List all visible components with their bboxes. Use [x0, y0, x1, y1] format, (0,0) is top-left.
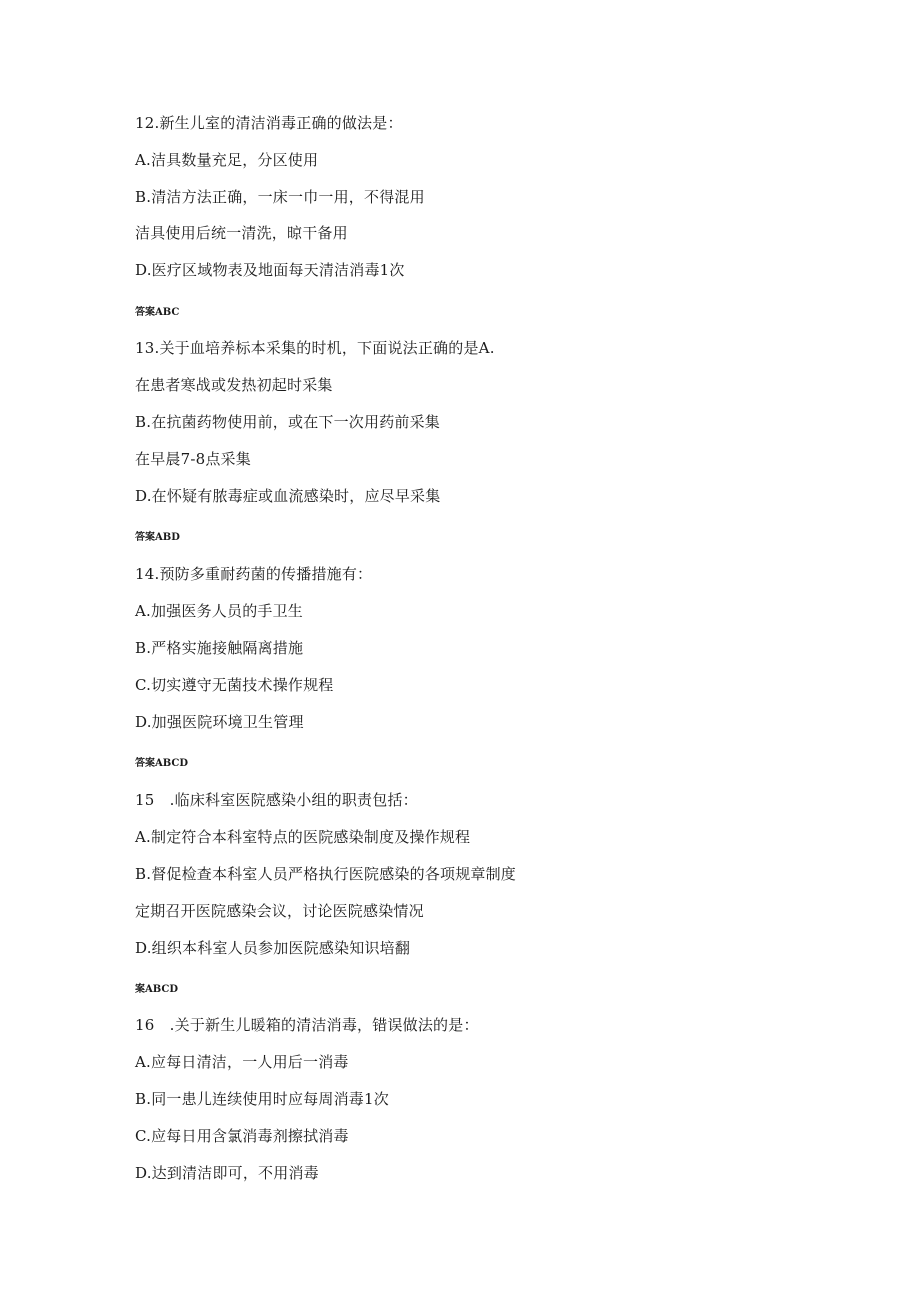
question-12-option-d: D.医疗区域物表及地面每天清洁消毒1次 — [135, 261, 405, 279]
question-13-option-c: 在早晨7-8点采集 — [135, 450, 251, 468]
question-13-stem: 13.关于血培养标本采集的时机，下面说法正确的是A. — [135, 339, 495, 357]
question-15-option-a: A.制定符合本科室特点的医院感染制度及操作规程 — [135, 828, 471, 846]
question-12-stem: 12.新生儿室的清洁消毒正确的做法是： — [135, 114, 403, 132]
question-16-option-a: A.应每日清洁，一人用后一消毒 — [135, 1053, 349, 1071]
question-12-option-c: 洁具使用后统一清洗，晾干备用 — [135, 224, 348, 242]
question-15-option-c: 定期召开医院感染会议，讨论医院感染情况 — [135, 902, 424, 920]
question-16-option-b: B.同一患儿连续使用时应每周消毒1次 — [135, 1090, 389, 1108]
question-15-stem: 15 .临床科室医院感染小组的职责包括： — [135, 791, 418, 809]
question-14-option-b: B.严格实施接触隔离措施 — [135, 639, 304, 657]
question-14-answer: 答案ABCD — [135, 758, 189, 769]
question-16-stem: 16 .关于新生儿暖箱的清洁消毒，错误做法的是： — [135, 1016, 479, 1034]
question-13-answer: 答案ABD — [135, 532, 180, 543]
question-15-answer: 案ABCD — [135, 984, 179, 995]
question-13-option-d: D.在怀疑有脓毒症或血流感染时，应尽早采集 — [135, 487, 441, 505]
question-14-stem: 14.预防多重耐药菌的传播措施有： — [135, 565, 373, 583]
question-13-option-a: 在患者寒战或发热初起时采集 — [135, 376, 333, 394]
question-12-answer: 答案ABC — [135, 307, 180, 318]
question-14-option-d: D.加强医院环境卫生管理 — [135, 713, 304, 731]
question-14-option-a: A.加强医务人员的手卫生 — [135, 602, 304, 620]
question-12-option-b: B.清洁方法正确，一床一巾一用，不得混用 — [135, 188, 425, 206]
question-13-option-b: B.在抗菌药物使用前，或在下一次用药前采集 — [135, 413, 440, 431]
question-14-option-c: C.切实遵守无菌技术操作规程 — [135, 676, 334, 694]
question-15-option-b: B.督促检查本科室人员严格执行医院感染的各项规章制度 — [135, 865, 516, 883]
question-12-option-a: A.洁具数量充足，分区使用 — [135, 151, 319, 169]
question-15-option-d: D.组织本科室人员参加医院感染知识培翻 — [135, 939, 411, 957]
question-16-option-c: C.应每日用含氯消毒剂擦拭消毒 — [135, 1127, 349, 1145]
question-16-option-d: D.达到清洁即可，不用消毒 — [135, 1164, 319, 1182]
